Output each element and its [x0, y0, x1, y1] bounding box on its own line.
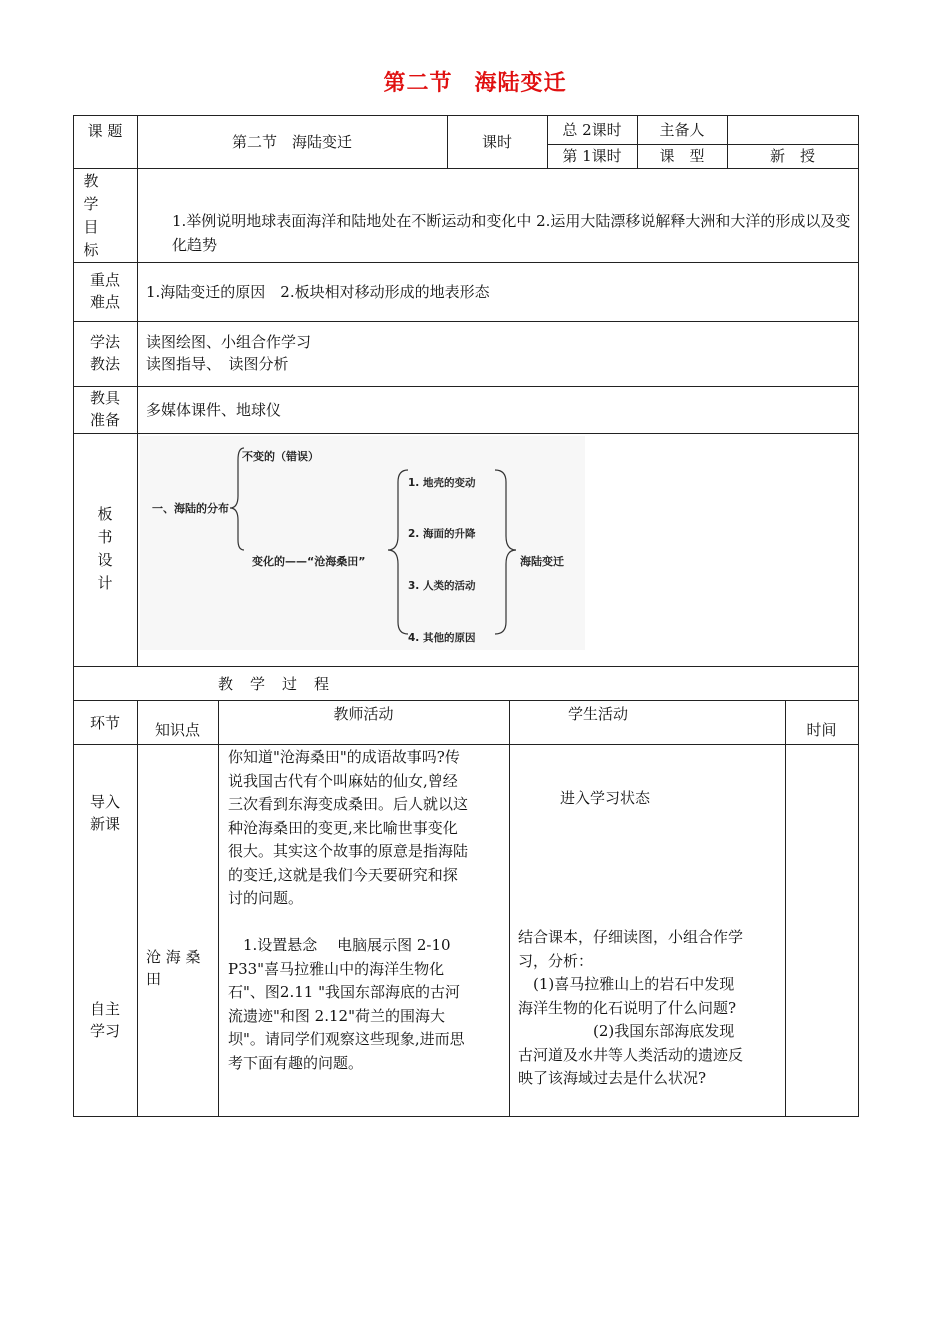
methods-line-1: 读图绘图、小组合作学习 [146, 333, 312, 351]
student-self-study: 结合课本，仔细读图，小组合作学 习，分析： (1)喜马拉雅山上的岩石中发现 海洋生物的化石说明了什么问题? (2)我国东部海底发现 古河道及水井等人类活动的遗迹反 映了该海域过去是什么状况? [518, 928, 744, 1087]
process-title: 教 学 过 程 [218, 675, 331, 693]
board-root: 一、海陆的分布 [152, 502, 229, 515]
teacher-intro: 你知道"沧海桑田"的成语故事吗?传 说我国古代有个叫麻姑的仙女,曾经 三次看到东海变成桑田。后人就以这 种沧海桑田的变更,来比喻世事变化 很大。其实这个故事的原意是指海陆 的变迁,这就是我们今天要研究和探 讨的问题。 [228, 748, 469, 907]
methods-label: 学法 教法 [89, 333, 120, 373]
stage-self-study: 自主 学习 [89, 1000, 120, 1040]
cause-1: 1. 地壳的变动 [408, 477, 476, 489]
knowledge-point: 沧 海 桑 田 [146, 948, 201, 988]
board-diagram [140, 436, 585, 650]
branch-unchanged: 不变的（错误） [242, 450, 319, 463]
tools-text: 多媒体课件、地球仪 [146, 401, 282, 419]
current-hour: 第 1课时 [562, 147, 622, 165]
document-title [0, 66, 950, 97]
total-hours: 总 2课时 [562, 121, 622, 139]
preparer-label: 主备人 [659, 121, 705, 139]
teacher-self-study: 1.设置悬念 电脑展示图 2-10 P33"喜马拉雅山中的海洋生物化 石"、图2.11 "我国东部海底的古河 流遗迹"和图 2.12"荷兰的围海大 坝"。请同学们观察这些现象,进而思 考下面有趣的问题。 [228, 936, 465, 1072]
board-result: 海陆变迁 [520, 555, 564, 568]
cause-3: 3. 人类的活动 [408, 580, 476, 592]
cause-4: 4. 其他的原因 [408, 632, 476, 644]
topic-value: 第二节 海陆变迁 [231, 133, 352, 151]
branch-changed: 变化的——“沧海桑田” [252, 555, 366, 568]
stage-intro: 导入 新课 [89, 793, 120, 833]
type-value: 新 授 [769, 147, 815, 165]
title-topic: 海陆变迁 [474, 71, 567, 96]
methods-line-2: 读图指导、 读图分析 [146, 355, 289, 373]
cause-2: 2. 海面的升降 [408, 528, 476, 540]
goals-text: 1.举例说明地球表面海洋和陆地处在不断运动和变化中 2.运用大陆漂移说解释大洲和大洋的形成以及变化趋势 [172, 212, 851, 254]
col-teacher: 教师活动 [333, 705, 394, 723]
board-diagram-background [140, 436, 585, 650]
topic-label: 课 题 [87, 122, 123, 140]
key-points-label: 重点 难点 [89, 271, 120, 311]
col-time: 时间 [806, 721, 837, 739]
tools-label: 教具 准备 [89, 389, 120, 429]
type-label: 课 型 [659, 147, 705, 165]
title-section: 第二节 [383, 71, 453, 96]
student-intro: 进入学习状态 [560, 789, 651, 807]
col-student: 学生活动 [568, 705, 629, 723]
key-points-text: 1.海陆变迁的原因 2.板块相对移动形成的地表形态 [146, 283, 490, 301]
goals-label: 教 学 目 标 [83, 172, 99, 259]
methods-text [146, 331, 846, 375]
board-label: 板 书 设 计 [97, 505, 113, 592]
col-stage: 环节 [89, 714, 120, 732]
col-knowledge: 知识点 [154, 721, 200, 739]
hours-label: 课时 [481, 133, 512, 151]
